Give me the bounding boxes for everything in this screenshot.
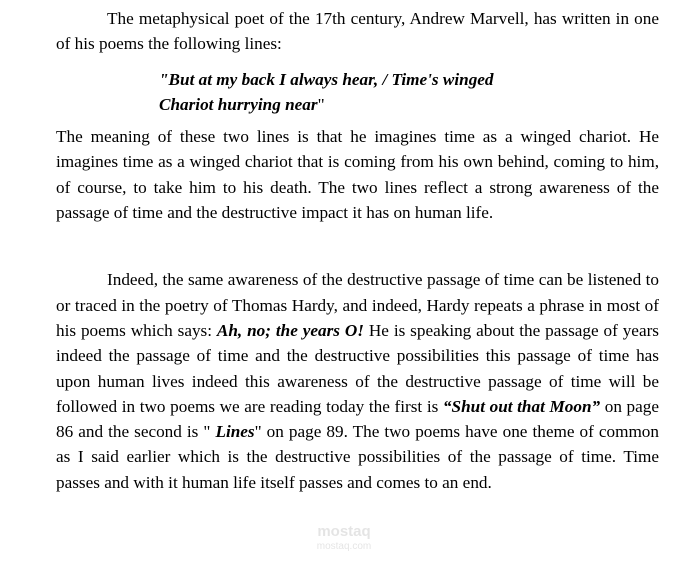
svg-text:mostaq: mostaq	[317, 523, 371, 540]
document-page	[56, 6, 659, 495]
quote-line-1: "But at my back I always hear, / Time's winged	[159, 69, 494, 89]
svg-text:mostaq.com: mostaq.com	[316, 541, 372, 552]
intro-paragraph-text: The metaphysical poet of the 17th century, Andrew Marvell, has written in one of his poems the following lines:	[56, 9, 659, 54]
hardy-text-part3: on page 86 and the second is "	[56, 396, 659, 442]
hardy-paragraph	[56, 267, 659, 495]
poem-quote	[159, 67, 659, 118]
poem-title-lines: Lines	[215, 422, 255, 442]
poem1-close-quote: ”	[591, 396, 601, 416]
meaning-paragraph-text: The meaning of these two lines is that he imagines time as a winged chariot. He imagines time as a winged chariot that is coming from his own behind, coming to him, of course, to take him to his death. The two lines reflect a strong awareness of the passage of time and the destructive impact it has on human life.	[56, 127, 659, 223]
quote-line-2-close: "	[317, 94, 325, 114]
poem-title-shut-out-that-moon: Shut out that Moon	[451, 396, 592, 416]
watermark-logo	[298, 520, 390, 554]
hardy-text-part1: Indeed, the same awareness of the destructive passage of time can be listened to or traced in the poetry of Thomas Hardy, and indeed, Hardy repeats a phrase in most of his poems which says:	[56, 270, 659, 340]
hardy-text-part2: He is speaking about the passage of years indeed the passage of time and the destructive possibilities this passage of time has upon human lives indeed this awareness of the destructive passage of time will be followed in two poems we are reading today the first is	[56, 320, 659, 416]
quote-line-2	[159, 92, 659, 117]
poem1-open-quote: “	[442, 396, 452, 416]
quote-line-2-text: Chariot hurrying near	[159, 94, 318, 114]
hardy-phrase: Ah, no; the years O!	[216, 320, 364, 340]
intro-paragraph	[56, 6, 659, 57]
hardy-text-part4: " on page 89. The two poems have one theme of common as I said earlier which is the destructive possibilities of the passage of time. Time passes and with it human life itself passes and comes to an end.	[56, 422, 659, 492]
meaning-paragraph	[56, 124, 659, 225]
